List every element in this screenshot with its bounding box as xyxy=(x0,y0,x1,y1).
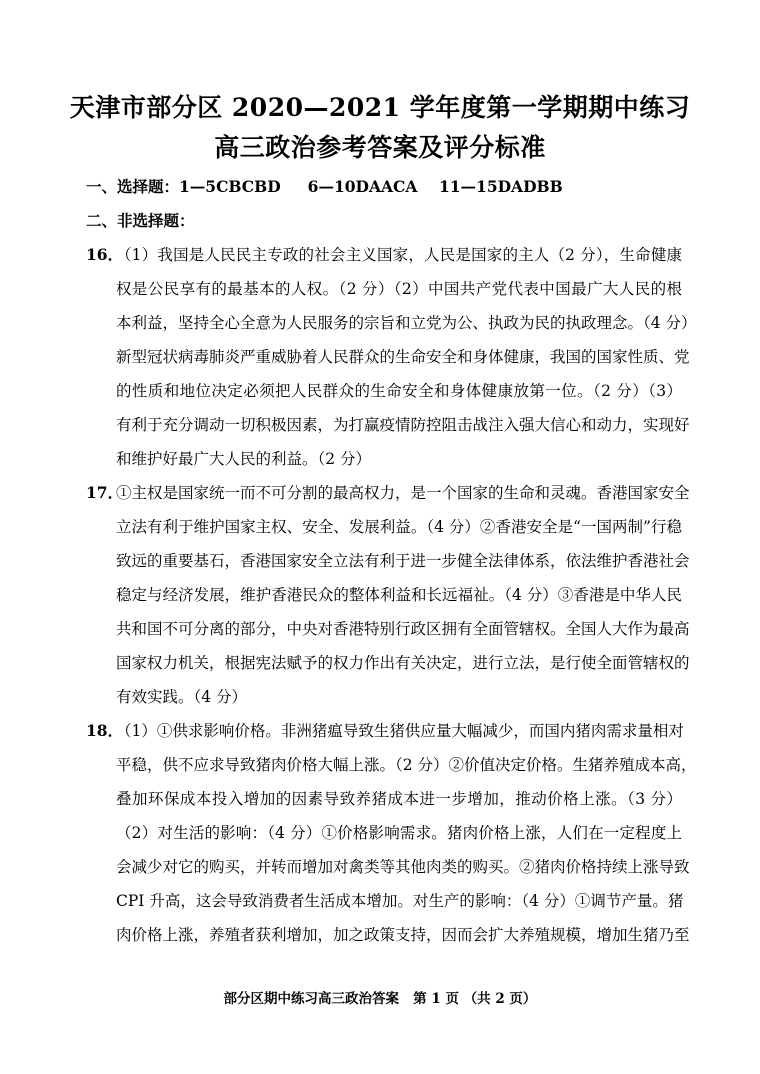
question-16-line: 有利于充分调动一切积极因素，为打赢疫情防控阻击战注入强大信心和动力，实现好 xyxy=(116,416,690,434)
question-18-line: 叠加环保成本投入增加的因素导致养猪成本进一步增加，推动价格上涨。（3 分） xyxy=(116,790,682,808)
question-16-line: 新型冠状病毒肺炎严重威胁着人民群众的生命安全和身体健康，我国的国家性质、党 xyxy=(116,348,690,366)
question-17-line: 稳定与经济发展，维护香港民众的整体利益和长远福祉。（4 分）③香港是中华人民 xyxy=(116,586,682,604)
page-footer: 部分区期中练习高三政治答案 第 1 页 （共 2 页） xyxy=(223,991,537,1007)
choice-answers: 1—5CBCBD 6—10DAACA 11—15DADBB xyxy=(179,177,563,196)
question-17-line: 国家权力机关，根据宪法赋予的权力作出有关决定，进行立法，是行使全面管辖权的 xyxy=(116,654,690,672)
document-title: 天津市部分区 2020—2021 学年度第一学期期中练习 xyxy=(69,93,691,122)
question-17-line: 立法有利于维护国家主权、安全、发展利益。（4 分）②香港安全是“一国两制”行稳 xyxy=(116,518,682,536)
question-16-line: 和维护好最广大人民的利益。（2 分） xyxy=(116,450,372,468)
question-16-line: 本利益，坚持全心全意为人民服务的宗旨和立党为公、执政为民的执政理念。（4 分） xyxy=(116,314,697,332)
question-16-number: 16． xyxy=(86,245,124,264)
document-subtitle: 高三政治参考答案及评分标准 xyxy=(214,133,546,162)
question-18-line: （1）①供求影响价格。非洲猪瘟导致生猪供应量大幅减少，而国内猪肉需求量相对 xyxy=(116,722,684,740)
question-18-line: （2）对生活的影响：（4 分）①价格影响需求。猪肉价格上涨，人们在一定程度上 xyxy=(116,824,682,842)
question-17-line: 致远的重要基石，香港国家安全立法有利于进一步健全法律体系，依法维护香港社会 xyxy=(116,552,690,570)
question-17-line: ①主权是国家统一而不可分割的最高权力，是一个国家的生命和灵魂。香港国家安全 xyxy=(116,484,690,502)
question-18-line: 肉价格上涨，养殖者获利增加，加之政策支持，因而会扩大养殖规模，增加生猪乃至 xyxy=(116,926,690,944)
question-16-line: 的性质和地位决定必须把人民群众的生命安全和身体健康放第一位。（2 分）（3） xyxy=(116,382,682,400)
question-18-number: 18． xyxy=(86,721,124,740)
question-17-number: 17． xyxy=(86,483,124,502)
question-16-line: （1）我国是人民民主专政的社会主义国家，人民是国家的主人（2 分），生命健康 xyxy=(116,246,682,264)
question-16-line: 权是公民享有的最基本的人权。（2 分）（2）中国共产党代表中国最广大人民的根 xyxy=(116,280,682,298)
nonchoice-section-label: 二、非选择题： xyxy=(86,211,195,230)
question-18-line: 会减少对它的购买，并转而增加对禽类等其他肉类的购买。②猪肉价格持续上涨导致 xyxy=(116,858,690,876)
question-17-line: 共和国不可分离的部分，中央对香港特别行政区拥有全面管辖权。全国人大作为最高 xyxy=(116,620,690,638)
choice-section xyxy=(86,177,563,197)
question-18-line: CPI 升高，这会导致消费者生活成本增加。对生产的影响：（4 分）①调节产量。猪 xyxy=(116,892,684,910)
choice-section-label: 一、选择题： xyxy=(86,177,180,196)
question-17-line: 有效实践。（4 分） xyxy=(116,688,248,706)
question-18-line: 平稳，供不应求导致猪肉价格大幅上涨。（2 分）②价值决定价格。生猪养殖成本高， xyxy=(116,756,697,774)
